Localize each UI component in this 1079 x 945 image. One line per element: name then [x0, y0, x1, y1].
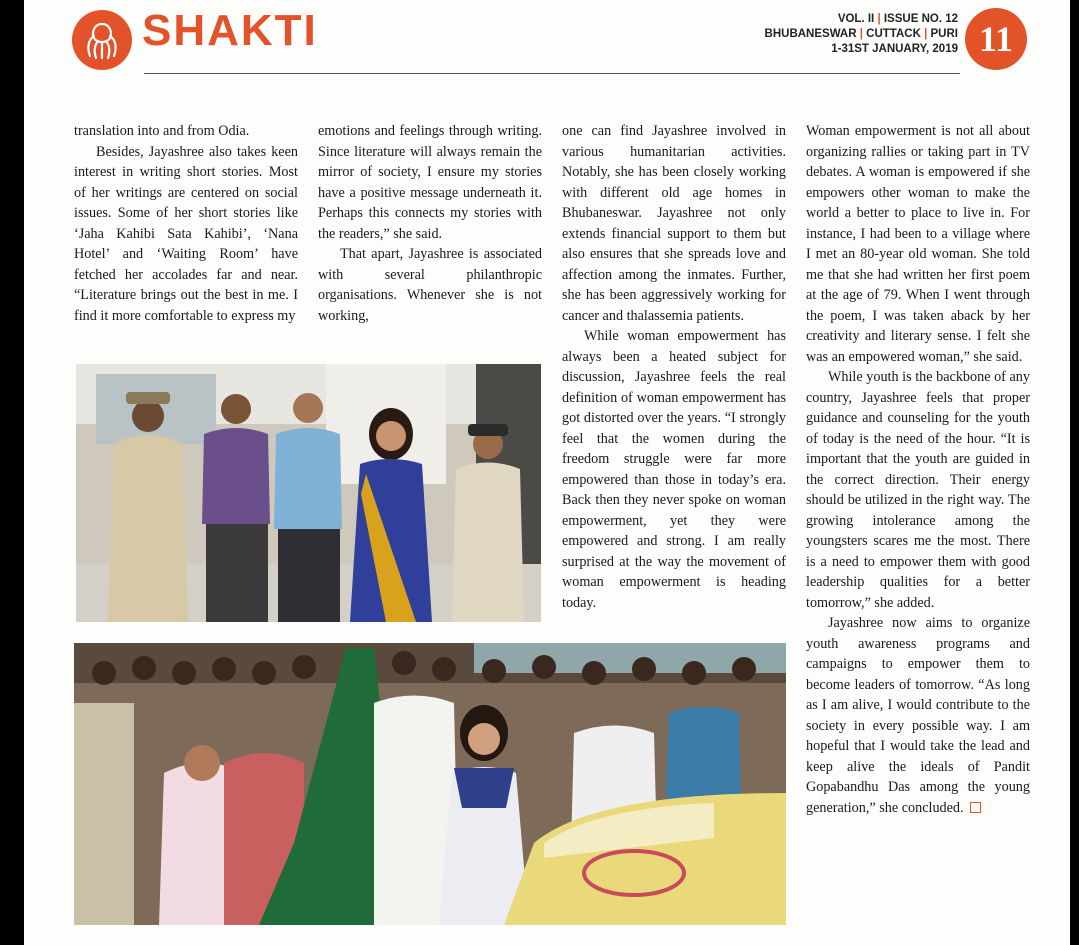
article-column-4 — [806, 121, 1030, 818]
article-column-3 — [562, 121, 786, 613]
issue-line: VOL. II | ISSUE NO. 12 — [837, 13, 958, 25]
volume: VOL. II — [837, 13, 875, 25]
page-number: 11 — [965, 8, 1027, 70]
city-3: PURI — [930, 28, 958, 40]
city-2: CUTTACK — [866, 28, 921, 40]
paragraph: emotions and feelings through writing. Since literature will always remain the mirror of society, I ensure my stories have a positive message underneath it. Perhaps this connects my stories with the readers,” she said. — [318, 123, 542, 242]
paragraph: translation into and from Odia. — [74, 123, 250, 139]
paragraph: one can find Jayashree involved in various humanitarian activities. Notably, she has been closely working with different old age homes in Bhubaneswar. Jayashree not only extends financial support to them but also ensures that she spreads love and affection among the inmates. Further, she has been aggressively working for cancer and thalassemia patients. — [562, 123, 786, 324]
cities-line: BHUBANESWAR | CUTTACK | PURI — [764, 28, 958, 40]
end-mark-icon — [970, 802, 981, 813]
paragraph: That apart, Jayashree is associated with several philanthropic organisations. Whenever she is not working, — [318, 246, 542, 324]
issue-number: ISSUE NO. 12 — [883, 13, 958, 25]
article-column-2 — [318, 121, 542, 326]
header-divider — [144, 73, 960, 74]
crowd-photo — [74, 643, 786, 925]
group-photo — [76, 364, 541, 622]
city-1: BHUBANESWAR — [764, 28, 857, 40]
brand-title: SHAKTI — [142, 6, 318, 55]
shakti-logo-icon — [72, 10, 132, 70]
issue-date: 1-31ST JANUARY, 2019 — [831, 43, 958, 55]
paragraph — [806, 613, 1030, 818]
paragraph: While woman empowerment has always been a heated subject for discussion, Jayashree feels the real definition of woman empowerment has got distorted over the years. “I strongly feel that the women during the freedom struggle were far more empowered than those in today’s era. Back then they never spoke on woman empowerment, yet they were empowered and strong. I am really surprised at the way the movement of woman empowerment is heading today. — [562, 328, 786, 611]
paragraph: Woman empowerment is not all about organizing rallies or taking part in TV debates. A woman is empowered if she empowers other woman to make the world a better to place to live in. For instance, I had been to a village where I met an 80-year old woman. She told me that she had written her first poem at the age of 79. When I went through the poem, I was taken aback by her creativity and literary sense. I felt she was an empowered woman,” she said. — [806, 123, 1030, 365]
article-column-1 — [74, 121, 298, 326]
closing-paragraph-text: Jayashree now aims to organize youth awareness programs and campaigns to empower them to become leaders of tomorrow. “As long as I am alive, I would contribute to the society in every possible way. I am hopeful that I would take the lead and keep alive the ideals of Pandit Gopabandhu Das among the young generation,” she concluded. — [806, 615, 1030, 816]
paragraph: While youth is the backbone of any country, Jayashree feels that proper guidance and counseling for the youth of today is the need of the hour. “It is important that the youth are guided in the correct direction. Their energy should be utilized in the right way. The growing intolerance among the youngsters scares me the most. There is a need to empower them with good leadership qualities for a better tomorrow,” she added. — [806, 369, 1030, 611]
paragraph: Besides, Jayashree also takes keen interest in writing short stories. Most of her writings are centered on social issues. Some of her short stories like ‘Jaha Kahibi Sata Kahibi’, ‘Nana Hotel’ and ‘Waiting Room’ have fetched her accolades far and near. “Literature brings out the best in me. I find it more comfortable to express my — [74, 143, 298, 324]
issue-info — [765, 12, 958, 57]
magazine-page — [24, 0, 1070, 945]
